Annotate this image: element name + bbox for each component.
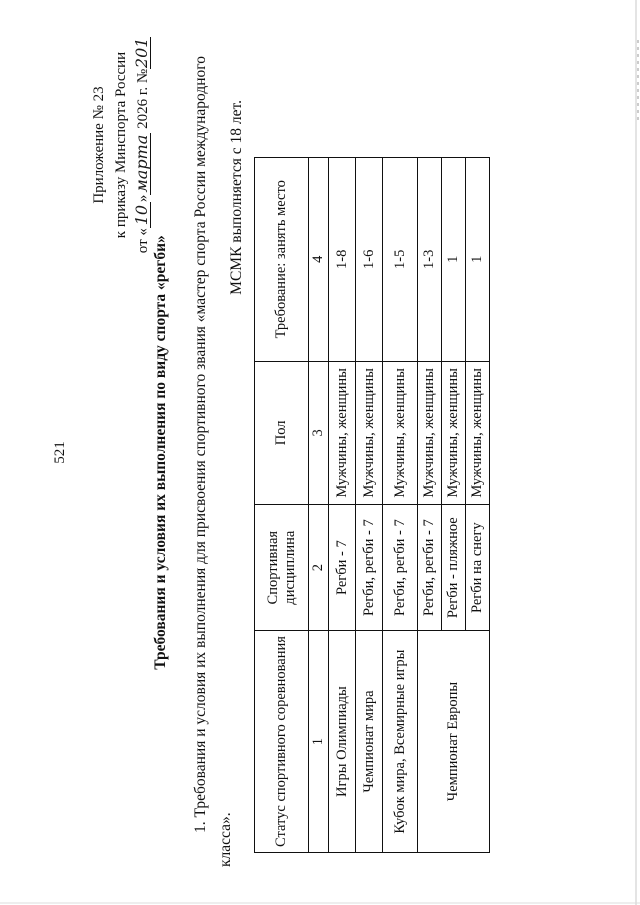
- discipline-cell: Регби, регби - 7: [418, 505, 442, 631]
- place-cell: 1-5: [383, 158, 418, 362]
- column-header: Статус спортивного соревнования: [255, 631, 309, 853]
- column-header: Пол: [255, 361, 309, 505]
- intro-paragraph: 1. Требования и условия их выполнения для присвоения спортивного звания «мастер спорта России международного класса».: [192, 56, 234, 867]
- discipline-cell: Регби, регби - 7: [356, 505, 383, 631]
- date-mid: »: [135, 194, 151, 203]
- discipline-cell: Регби, регби - 7: [383, 505, 418, 631]
- handwritten-day: 10: [134, 202, 151, 228]
- status-cell: Чемпионат мира: [356, 631, 383, 853]
- handwritten-order-number: 201: [132, 37, 151, 69]
- table-row: [356, 158, 383, 853]
- appendix-order-ref: к приказу Минспорта России: [113, 51, 129, 239]
- section-title: Требования и условия их выполнения по виду спорта «регби»: [152, 235, 169, 670]
- place-cell: 1-8: [329, 158, 356, 362]
- column-header: Спортивная дисциплина: [255, 505, 309, 631]
- table-row: [418, 158, 442, 853]
- column-header: Требование: занять место: [255, 158, 309, 362]
- place-cell: 1: [466, 158, 490, 362]
- column-number: 1: [309, 631, 329, 853]
- column-number: 2: [309, 505, 329, 631]
- gender-cell: Мужчины, женщины: [466, 361, 490, 505]
- handwritten-month: марта: [134, 133, 151, 195]
- appendix-date: [132, 25, 154, 265]
- gender-cell: Мужчины, женщины: [356, 361, 383, 505]
- gender-cell: Мужчины, женщины: [418, 361, 442, 505]
- table-header-row: [255, 158, 309, 853]
- column-number: 4: [309, 158, 329, 362]
- page-number: 521: [52, 441, 68, 464]
- discipline-cell: Регби - пляжное: [442, 505, 466, 631]
- age-note: МСМК выполняется с 18 лет.: [228, 100, 245, 295]
- column-number: 3: [309, 361, 329, 505]
- table-number-row: [309, 158, 329, 853]
- place-cell: 1-6: [356, 158, 383, 362]
- discipline-cell: Регби - 7: [329, 505, 356, 631]
- gender-cell: Мужчины, женщины: [442, 361, 466, 505]
- discipline-cell: Регби на снегу: [466, 505, 490, 631]
- place-cell: 1: [442, 158, 466, 362]
- status-cell: Кубок мира, Всемирные игры: [383, 631, 418, 853]
- appendix-header: [88, 25, 154, 265]
- table-row: [329, 158, 356, 853]
- place-cell: 1-3: [418, 158, 442, 362]
- status-cell: Игры Олимпиады: [329, 631, 356, 853]
- gender-cell: Мужчины, женщины: [383, 361, 418, 505]
- date-prefix: от «: [135, 228, 151, 254]
- gender-cell: Мужчины, женщины: [329, 361, 356, 505]
- appendix-number: Приложение № 23: [91, 86, 107, 204]
- table-row: [383, 158, 418, 853]
- date-year: 2026 г. №: [135, 68, 151, 129]
- requirements-table: [254, 157, 490, 853]
- status-cell: Чемпионат Европы: [418, 631, 490, 853]
